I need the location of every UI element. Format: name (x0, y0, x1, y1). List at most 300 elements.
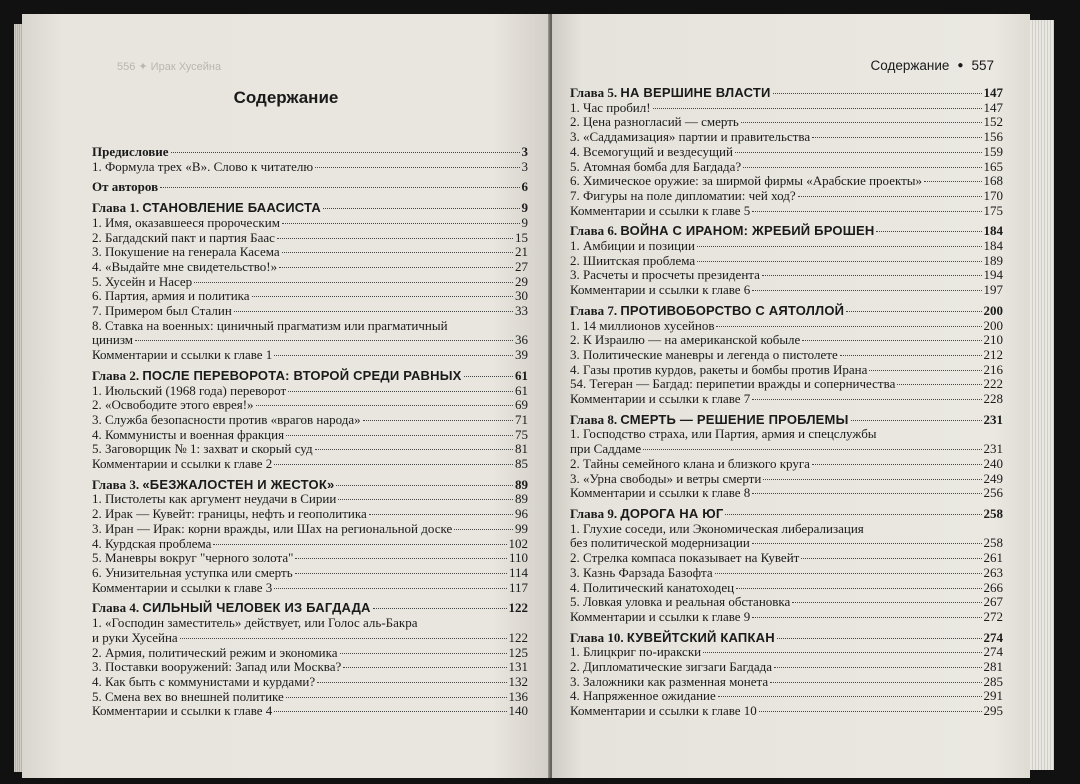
toc-page-number: 3 (521, 158, 528, 174)
toc-entry-text: Предисловие (92, 144, 169, 159)
toc-chapter-heading (570, 413, 1003, 428)
toc-entry (570, 239, 1003, 254)
dot-leader (234, 311, 513, 312)
right-page (552, 14, 1030, 778)
toc-page-number: 156 (983, 129, 1003, 145)
toc-entry (92, 581, 528, 596)
toc-entry (92, 398, 528, 413)
chapter-number: Глава 10. (570, 629, 627, 645)
toc-page-number: 152 (983, 114, 1003, 130)
toc-entry-text: 5. Хусейн и Насер (92, 273, 193, 289)
toc-entry-text: От авторов (92, 179, 159, 195)
toc-entry-text: 4. «Выдайте мне свидетельство!» (92, 258, 278, 274)
toc-entry (92, 537, 528, 552)
dot-leader (274, 711, 506, 712)
toc-page-number: 15 (515, 229, 528, 245)
toc-page-number: 194 (983, 267, 1003, 283)
toc-entry-text: Комментарии и ссылки к главе 10 (570, 703, 757, 719)
toc-page-number: 256 (983, 485, 1003, 501)
toc-entry-text: 6. Партия, армия и политика (92, 288, 250, 304)
toc-entry-text: Комментарии и ссылки к главе 4 (92, 703, 273, 719)
dot-leader (801, 558, 981, 559)
toc-page-number: 140 (508, 703, 528, 719)
dot-leader (336, 485, 513, 486)
toc-page-number: 228 (983, 391, 1003, 407)
toc-page-number: 81 (515, 441, 528, 457)
toc-entry (92, 507, 528, 522)
toc-entry (570, 689, 1003, 704)
toc-entry (570, 566, 1003, 581)
toc-entry-text: 1. Амбиции и позиции (570, 238, 695, 254)
toc-entry (570, 363, 1003, 378)
dot-leader (802, 340, 981, 341)
dot-leader (697, 246, 982, 247)
dot-leader (315, 167, 519, 168)
toc-entry (570, 189, 1003, 204)
toc-entry-text: 3. Расчеты и просчеты президента (570, 267, 760, 283)
toc-page-number: 9 (521, 214, 528, 230)
dot-leader (897, 384, 981, 385)
toc-page-number: 21 (515, 244, 528, 260)
toc-entry (570, 268, 1003, 283)
dot-leader (286, 697, 507, 698)
chapter-name: ПОСЛЕ ПЕРЕВОРОТА: ВТОРОЙ СРЕДИ РАВНЫХ (142, 367, 462, 383)
toc-entry (92, 522, 528, 537)
dot-leader (924, 181, 981, 182)
toc-entry (570, 704, 1003, 719)
toc-entry (570, 645, 1003, 660)
dot-leader (703, 652, 981, 653)
toc-entry (570, 254, 1003, 269)
toc-entry-text: 1. Пистолеты как аргумент неудачи в Сирии (92, 491, 337, 507)
toc-entry (570, 581, 1003, 596)
toc-entry-text: 2. Шиитская проблема (570, 252, 696, 268)
toc-entry (92, 675, 528, 690)
chapter-name: СМЕРТЬ — РЕШЕНИЕ ПРОБЛЕМЫ (620, 411, 849, 427)
toc-page-number: 200 (983, 317, 1003, 333)
toc-entry (570, 610, 1003, 625)
toc-entry (92, 660, 528, 675)
toc-entry (570, 551, 1003, 566)
toc-left (92, 139, 528, 719)
dot-leader (798, 196, 982, 197)
dot-leader (171, 152, 520, 153)
dot-leader (135, 340, 513, 341)
toc-page-number: 147 (983, 99, 1003, 115)
toc-page-number: 184 (983, 223, 1003, 239)
dot-leader (876, 231, 981, 232)
dot-leader (256, 405, 513, 406)
chapter-name: СИЛЬНЫЙ ЧЕЛОВЕК ИЗ БАГДАДА (142, 600, 371, 616)
toc-entry-text: 2. К Израилю — на американской кобыле (570, 332, 801, 348)
toc-entry-text: 2. Багдадский пакт и партия Баас (92, 229, 275, 245)
toc-chapter-heading (92, 201, 528, 216)
toc-entry-text: 4. Политический канатоходец (570, 579, 735, 595)
chapter-number: Глава 4. (92, 600, 143, 616)
toc-entry-text: 2. Ирак — Кувейт: границы, нефть и геополитика (92, 506, 367, 522)
toc-page-number: 99 (515, 520, 528, 536)
dot-leader (763, 479, 981, 480)
dot-leader (752, 493, 981, 494)
toc-entry (570, 486, 1003, 501)
toc-page-number: 117 (508, 579, 528, 595)
toc-entry-line: 1. «Господин заместитель» действует, или Голос аль-Бакра (92, 615, 418, 631)
toc-chapter-title (92, 478, 334, 493)
dot-leader (773, 93, 982, 94)
toc-page-number: 75 (515, 426, 528, 442)
toc-entry (92, 333, 528, 348)
chapter-name: «БЕЗЖАЛОСТЕН И ЖЕСТОК» (142, 476, 335, 492)
dot-leader (286, 435, 513, 436)
toc-entry-text: 5. Смена вех во внешней политике (92, 688, 284, 704)
toc-entry (92, 348, 528, 363)
chapter-number: Глава 8. (570, 411, 621, 427)
toc-entry-text: 7. Примером был Сталин (92, 303, 232, 319)
dot-leader (846, 311, 981, 312)
dot-leader (643, 449, 981, 450)
page-stack-right (1030, 20, 1054, 770)
toc-entry (570, 333, 1003, 348)
toc-entry (92, 260, 528, 275)
toc-page-number: 102 (508, 535, 528, 551)
toc-entry-text: 3. Политические маневры и легенда о пистолете (570, 346, 838, 362)
toc-page-number: 267 (983, 594, 1003, 610)
toc-entry (570, 377, 1003, 392)
toc-page-number: 231 (983, 411, 1003, 427)
toc-page-number: 27 (515, 258, 528, 274)
dot-leader (454, 529, 513, 530)
toc-chapter-title (570, 413, 849, 428)
dot-leader (792, 602, 981, 603)
page-title: Содержание (233, 88, 339, 107)
dot-leader (194, 282, 513, 283)
chapter-name: ВОЙНА С ИРАНОМ: ЖРЕБИЙ БРОШЕН (620, 223, 875, 239)
toc-entry-text: 5. Заговорщик № 1: захват и скорый суд (92, 441, 313, 457)
toc-chapter-heading (92, 180, 528, 195)
dot-leader (777, 638, 982, 639)
toc-entry-text: 3. «Урна свободы» и ветры смерти (570, 470, 762, 486)
toc-page-number: 261 (983, 550, 1003, 566)
toc-entry (92, 646, 528, 661)
chapter-name: СТАНОВЛЕНИЕ БААСИСТА (142, 200, 321, 216)
toc-entry (570, 442, 1003, 457)
dot-leader (317, 682, 506, 683)
toc-page-number: 9 (521, 200, 528, 216)
dot-leader (323, 208, 520, 209)
toc-chapter-title (92, 201, 321, 216)
dot-leader (718, 696, 982, 697)
toc-entry (92, 551, 528, 566)
toc-entry-text: Комментарии и ссылки к главе 7 (570, 391, 751, 407)
dot-leader (752, 290, 981, 291)
toc-entry-text: 3. Казнь Фарзада Базофта (570, 564, 713, 580)
toc-page-number: 210 (983, 332, 1003, 348)
left-page (22, 14, 550, 778)
dot-leader (282, 223, 520, 224)
toc-entry-text: 6. Унизительная уступка или смерть (92, 564, 293, 580)
toc-entry-text: 4. Напряженное ожидание (570, 688, 716, 704)
toc-page-number: 6 (521, 179, 528, 195)
toc-entry-text: 1. Час пробил! (570, 99, 651, 115)
toc-page-number: 222 (983, 376, 1003, 392)
dot-leader (295, 558, 507, 559)
dot-leader (315, 449, 513, 450)
dot-leader (869, 370, 981, 371)
toc-entry (92, 384, 528, 399)
dot-leader (464, 376, 513, 377)
toc-chapter-title (570, 86, 771, 101)
dot-leader (343, 667, 506, 668)
toc-entry (570, 536, 1003, 551)
dot-leader (735, 152, 982, 153)
chapter-number: Глава 1. (92, 200, 143, 216)
toc-entry (92, 566, 528, 581)
toc-entry-text: 1. Формула трех «В». Слово к читателю (92, 158, 314, 174)
dot-leader (160, 187, 519, 188)
toc-page-number: 285 (983, 673, 1003, 689)
dot-leader (653, 108, 982, 109)
chapter-name: НА ВЕРШИНЕ ВЛАСТИ (620, 85, 771, 100)
toc-entry-text: 7. Фигуры на поле дипломатии: чей ход? (570, 187, 796, 203)
running-head (871, 58, 994, 73)
toc-entry (92, 492, 528, 507)
toc-page-number: 110 (508, 550, 528, 566)
toc-page-number: 33 (515, 303, 528, 319)
toc-entry (570, 145, 1003, 160)
toc-entry (570, 348, 1003, 363)
toc-page-number: 122 (508, 629, 528, 645)
dot-leader (752, 543, 982, 544)
toc-page-number: 281 (983, 659, 1003, 675)
toc-entry-text: Комментарии и ссылки к главе 8 (570, 485, 751, 501)
toc-entry (570, 204, 1003, 219)
toc-page-number: 168 (983, 173, 1003, 189)
toc-entry-text: 2. Дипломатические зигзаги Багдада (570, 659, 772, 675)
toc-entry-text: 5. Ловкая уловка и реальная обстановка (570, 594, 791, 610)
toc-entry (92, 289, 528, 304)
toc-entry-text: 3. Поставки вооружений: Запад или Москва? (92, 659, 342, 675)
toc-entry-text: при Саддаме (570, 441, 642, 457)
toc-page-number: 197 (983, 282, 1003, 298)
toc-page-number: 291 (983, 688, 1003, 704)
toc-entry (92, 704, 528, 719)
toc-entry-text: 2. Стрелка компаса показывает на Кувейт (570, 550, 800, 566)
dot-leader (369, 514, 513, 515)
toc-chapter-title (570, 507, 723, 522)
toc-chapter-title (570, 631, 775, 646)
toc-page-number: 30 (515, 288, 528, 304)
page-stack-left (14, 24, 22, 772)
dot-leader (725, 514, 981, 515)
toc-entry-text: цинизм (92, 332, 134, 348)
dot-leader (340, 653, 507, 654)
dot-leader (338, 499, 513, 500)
dot-leader (282, 252, 513, 253)
toc-chapter-heading (92, 145, 528, 160)
chapter-number: Глава 3. (92, 476, 143, 492)
toc-page-number: 3 (521, 144, 528, 159)
toc-chapter-title (92, 369, 462, 384)
toc-entry (570, 160, 1003, 175)
dot-leader (851, 420, 982, 421)
dot-leader (743, 167, 981, 168)
chapter-number: Глава 2. (92, 367, 143, 383)
toc-entry-text: и руки Хусейна (92, 629, 178, 645)
toc-page-number: 131 (508, 659, 528, 675)
toc-entry-text: 2. Армия, политический режим и экономика (92, 644, 338, 660)
toc-entry-text: 5. Маневры вокруг "черного золота" (92, 550, 294, 566)
chapter-number: Глава 7. (570, 302, 621, 318)
toc-page-number: 258 (983, 505, 1003, 521)
toc-entry (92, 275, 528, 290)
toc-page-number: 96 (515, 506, 528, 522)
toc-entry (92, 216, 528, 231)
toc-entry (570, 595, 1003, 610)
dot-leader (752, 211, 981, 212)
toc-page-number: 61 (515, 382, 528, 398)
dot-leader (277, 238, 513, 239)
toc-page-number: 147 (983, 85, 1003, 100)
toc-page-number: 216 (983, 361, 1003, 377)
toc-entry (570, 675, 1003, 690)
toc-entry (570, 319, 1003, 334)
dot-leader (812, 464, 982, 465)
toc-entry-text: 54. Тегеран — Багдад: перипетии вражды и соперничества (570, 376, 896, 392)
toc-page-number: 89 (515, 491, 528, 507)
dot-leader (741, 122, 982, 123)
toc-entry-text: 4. Курдская проблема (92, 535, 212, 551)
toc-entry-text: 3. Служба безопасности против «врагов народа» (92, 411, 361, 427)
toc-page-number: 249 (983, 470, 1003, 486)
toc-entry (570, 283, 1003, 298)
toc-entry-text: 3. Иран — Ирак: корни вражды, или Шах на региональной доске (92, 520, 453, 536)
chapter-number: Глава 6. (570, 223, 621, 239)
dot-leader (279, 267, 513, 268)
toc-entry-text: 4. Как быть с коммунистами и курдами? (92, 673, 316, 689)
dot-leader (252, 296, 513, 297)
dot-leader (288, 391, 513, 392)
dot-leader (697, 261, 981, 262)
dot-leader (759, 711, 982, 712)
toc-page-number: 274 (983, 629, 1003, 645)
dot-leader (774, 667, 982, 668)
toc-page-number: 71 (515, 411, 528, 427)
toc-page-number: 258 (983, 535, 1003, 551)
toc-page-number: 114 (508, 564, 528, 580)
toc-entry-text: 4. Газы против курдов, ракеты и бомбы против Ирана (570, 361, 868, 377)
dot-leader (180, 638, 507, 639)
dot-leader (762, 275, 982, 276)
toc-entry-line: 1. Господство страха, или Партия, армия и спецслужбы (570, 426, 877, 442)
toc-entry (570, 130, 1003, 145)
toc-entry-line: 8. Ставка на военных: циничный прагматизм или прагматичный (92, 317, 448, 333)
toc-page-number: 85 (515, 456, 528, 472)
toc-entry-text: 1. Имя, оказавшееся пророческим (92, 214, 280, 230)
toc-entry (570, 174, 1003, 189)
toc-entry-text: 5. Атомная бомба для Багдада? (570, 158, 742, 174)
bullet-icon: ● (957, 60, 964, 71)
page-number: 557 (971, 58, 994, 73)
toc-page-number: 165 (983, 158, 1003, 174)
dot-leader (274, 355, 513, 356)
toc-page-number: 212 (983, 346, 1003, 362)
toc-page-number: 274 (983, 644, 1003, 660)
toc-entry-text: 6. Химическое оружие: за ширмой фирмы «Арабские проекты» (570, 173, 923, 189)
toc-entry-text: 1. 14 миллионов хусейнов (570, 317, 715, 333)
toc-page-number: 29 (515, 273, 528, 289)
toc-entry-text: без политической модернизации (570, 535, 750, 551)
dot-leader (274, 588, 507, 589)
toc-page-number: 159 (983, 143, 1003, 159)
toc-entry-text: Комментарии и ссылки к главе 6 (570, 282, 751, 298)
toc-chapter-heading (570, 631, 1003, 646)
toc-entry-text: Комментарии и ссылки к главе 1 (92, 347, 273, 363)
toc-entry (570, 472, 1003, 487)
toc-entry (92, 304, 528, 319)
toc-entry-text: 4. Коммунисты и военная фракция (92, 426, 285, 442)
dot-leader (274, 464, 513, 465)
toc-entry (92, 690, 528, 705)
chapter-number: Глава 5. (570, 85, 621, 100)
dot-leader (373, 608, 507, 609)
chapter-name: ДОРОГА НА ЮГ (620, 505, 724, 521)
toc-entry-text: 2. «Освободите этого еврея!» (92, 397, 254, 413)
toc-entry (92, 631, 528, 646)
toc-page-number: 125 (508, 644, 528, 660)
dot-leader (715, 573, 982, 574)
toc-page-number: 189 (983, 252, 1003, 268)
toc-page-number: 132 (508, 673, 528, 689)
toc-entry (570, 392, 1003, 407)
toc-chapter-title (570, 224, 874, 239)
faint-show-through-header: 556 ✦ Ирак Хусейна (117, 61, 222, 73)
toc-entry (92, 245, 528, 260)
chapter-name: ПРОТИВОБОРСТВО С АЯТОЛЛОЙ (620, 302, 845, 318)
toc-entry-text: Комментарии и ссылки к главе 5 (570, 202, 751, 218)
toc-entry (92, 231, 528, 246)
toc-page-number: 69 (515, 397, 528, 413)
toc-entry-text: 2. Тайны семейного клана и близкого круга (570, 455, 810, 471)
toc-entry-text: 3. «Саддамизация» партии и правительства (570, 129, 811, 145)
toc-page-number: 266 (983, 579, 1003, 595)
toc-page-number: 175 (983, 202, 1003, 218)
dot-leader (770, 682, 981, 683)
toc-entry (92, 413, 528, 428)
toc-entry-text: Комментарии и ссылки к главе 3 (92, 579, 273, 595)
toc-entry-text: 1. Июльский (1968 года) переворот (92, 382, 287, 398)
toc-chapter-heading (92, 369, 528, 384)
toc-entry-text: 3. Покушение на генерала Касема (92, 244, 280, 260)
toc-entry-text: Комментарии и ссылки к главе 2 (92, 456, 273, 472)
toc-entry (570, 101, 1003, 116)
toc-entry (92, 457, 528, 472)
dot-leader (812, 137, 981, 138)
toc-entry-text: 1. Блицкриг по-иракски (570, 644, 702, 660)
dot-leader (213, 544, 506, 545)
toc-page-number: 36 (515, 332, 528, 348)
toc-page-number: 295 (983, 703, 1003, 719)
toc-page-number: 89 (515, 476, 528, 492)
toc-chapter-heading (570, 86, 1003, 101)
toc-chapter-heading (570, 304, 1003, 319)
toc-entry-text: 3. Заложники как разменная монета (570, 673, 769, 689)
toc-chapter-heading (92, 478, 528, 493)
toc-entry (570, 115, 1003, 130)
toc-entry (570, 660, 1003, 675)
toc-entry-text: 2. Цена разногласий — смерть (570, 114, 739, 130)
toc-page-number: 200 (983, 302, 1003, 318)
toc-entry-line: 1. Глухие соседи, или Экономическая либерализация (570, 520, 864, 536)
